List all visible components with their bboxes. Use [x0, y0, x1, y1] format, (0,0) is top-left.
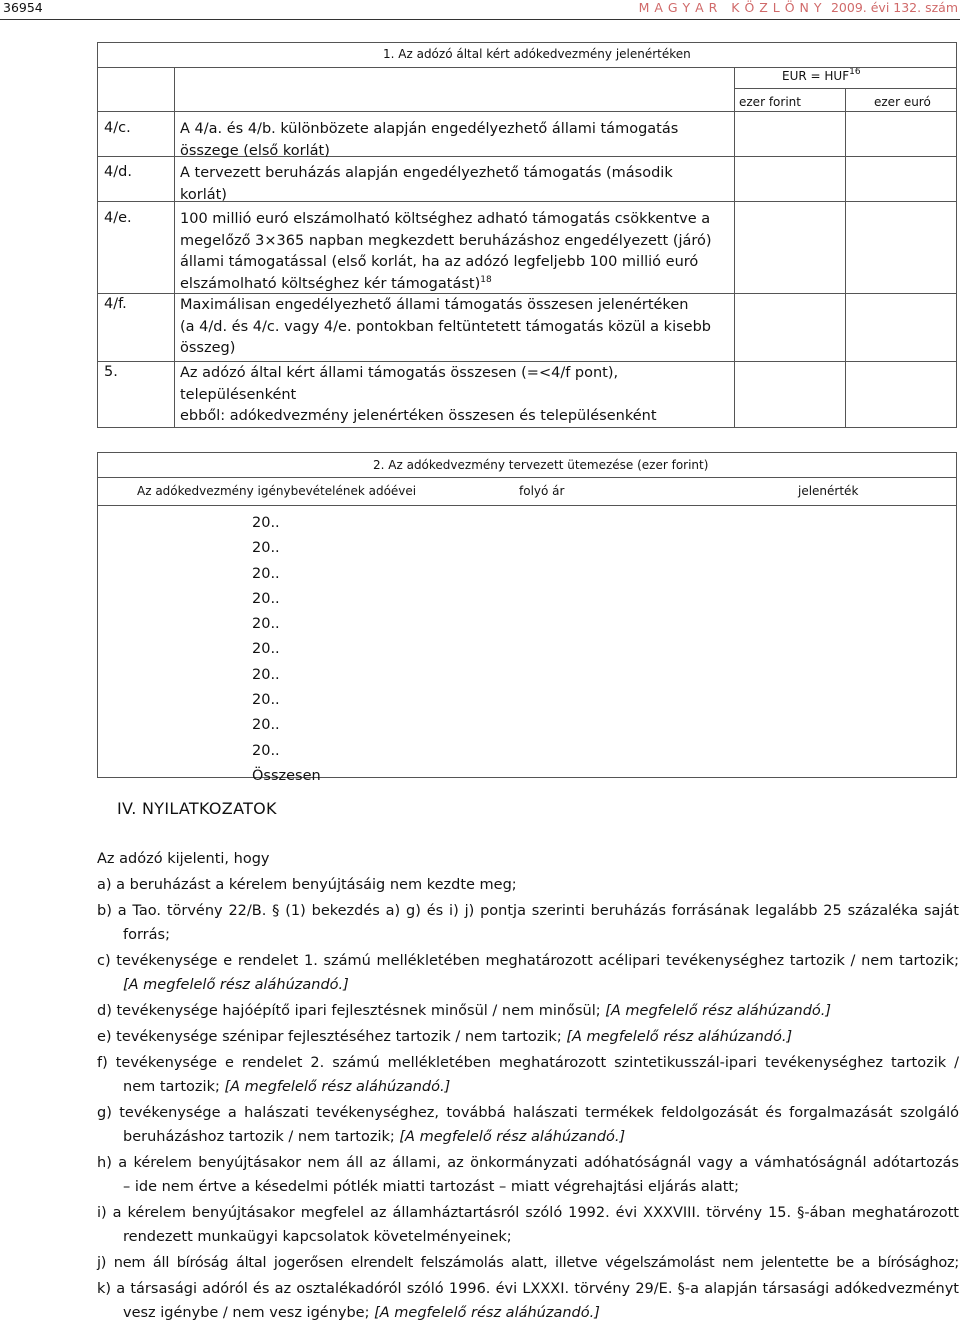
declaration-e	[97, 1025, 959, 1049]
declaration-g-text: beruházáshoz tartozik / nem tartozik;	[123, 1129, 400, 1145]
declaration-i: i) a kérelem benyújtásakor megfelel az államháztartásról szóló 1992. évi XXXVIII. törvény 15. §-ában meghatározott	[97, 1205, 959, 1221]
underline-note: [A megfelelő rész aláhúzandó.]	[224, 1079, 451, 1095]
underline-note: [A megfelelő rész aláhúzandó.]	[566, 1029, 793, 1045]
declaration-e-text: e) tevékenysége szénipar fejlesztéséhez tartozik / nem tartozik;	[97, 1029, 567, 1045]
row-text-4d	[180, 163, 740, 206]
declaration-b-cont: forrás;	[123, 927, 170, 943]
row-line: Az adózó által kért állami támogatás összesen (=<4/f pont),	[180, 365, 619, 381]
row-line: állami támogatással (első korlát, ha az adózó legfeljebb 100 millió euró	[180, 254, 699, 270]
row-line: megelőző 3×365 napban megkezdett beruházáshoz engedélyezett (járó)	[180, 232, 712, 249]
row-line: ebből: adókedvezmény jelenértéken összesen és településenként	[180, 408, 657, 424]
table2-header-divider	[98, 505, 956, 506]
col-tax-years: Az adókedvezmény igénybevételének adóévei	[137, 484, 417, 498]
row-line: településenként	[180, 386, 297, 403]
page-header	[0, 0, 960, 20]
table1-title: 1. Az adózó által kért adókedvezmény jelenértéken	[383, 47, 691, 61]
declaration-b: b) a Tao. törvény 22/B. § (1) bekezdés a) g) és i) j) pontja szerinti beruházás forrásának legalább 25 százaléka saját	[97, 903, 959, 919]
currency-note-text: EUR = HUF	[782, 69, 850, 83]
row-label-4e: 4/e.	[104, 210, 132, 226]
table1-header-divider	[98, 111, 956, 112]
section-heading: IV. NYILATKOZATOK	[117, 799, 277, 818]
declaration-k: k) a társasági adóról és az osztalékadóról szóló 1996. évi LXXXI. törvény 29/E. §-a alapján társasági adókedvezményt	[97, 1281, 959, 1297]
row-line: 100 millió euró elszámolható költséghez adható támogatás csökkentve a	[180, 211, 711, 227]
row-line: Maximálisan engedélyezhető állami támogatás összesen jelenértéken	[180, 297, 689, 313]
row-text-4f	[180, 295, 740, 360]
year-row: 20..	[252, 540, 280, 557]
table2-title: 2. Az adókedvezmény tervezett ütemezése (ezer forint)	[373, 458, 709, 472]
declaration-c: c) tevékenysége e rendelet 1. számú mellékletében meghatározott acélipari tevékenységhez tartozik / nem tartozik;	[97, 953, 959, 969]
declaration-g-cont	[97, 1125, 959, 1149]
row-label-4c: 4/c.	[104, 120, 131, 136]
year-row: 20..	[252, 515, 280, 531]
currency-note-footnote: 16	[849, 67, 861, 77]
declarations	[97, 847, 959, 1325]
declaration-g: g) tevékenysége a halászati tevékenységhez, továbbá halászati termékek feldolgozását és forgalmazását szolgáló	[97, 1105, 959, 1121]
year-row: 20..	[252, 590, 280, 607]
year-list	[252, 511, 321, 789]
row-line: összeg)	[180, 340, 236, 356]
year-row: 20..	[252, 666, 280, 683]
table1-row-divider	[98, 361, 956, 362]
declaration-k-cont	[97, 1301, 959, 1325]
year-row: 20..	[252, 641, 280, 658]
declaration-h: h) a kérelem benyújtásakor nem áll az állami, az önkormányzati adóhatóságnál vagy a vámhatóságnál adótartozás	[97, 1155, 959, 1171]
year-row: 20..	[252, 692, 280, 709]
declaration-c-cont	[97, 973, 959, 997]
total-row: Összesen	[252, 767, 321, 784]
declaration-f-cont	[97, 1075, 959, 1099]
col-ezer-euro: ezer euró	[874, 95, 931, 109]
row-line: összege (első korlát)	[180, 142, 330, 159]
row-line: A tervezett beruházás alapján engedélyezhető támogatás (második	[180, 165, 673, 181]
declaration-intro: Az adózó kijelenti, hogy	[97, 851, 270, 867]
issue-number: 2009. évi 132. szám	[830, 0, 958, 15]
declaration-d	[97, 999, 959, 1023]
row-text-5	[180, 363, 740, 428]
row-line-text: elszámolható költséghez kér támogatást)	[180, 275, 481, 292]
declaration-d-text: d) tevékenysége hajóépítő ipari fejlesztésnek minősül / nem minősül;	[97, 1003, 606, 1019]
underline-note: [A megfelelő rész aláhúzandó.]	[123, 977, 349, 993]
year-row: 20..	[252, 616, 280, 633]
schedule-table	[97, 452, 957, 784]
year-row: 20..	[252, 565, 280, 582]
table1-label-col-divider	[174, 67, 175, 427]
declaration-f-text: nem tartozik;	[123, 1079, 225, 1095]
year-row: 20..	[252, 717, 280, 734]
row-label-4d: 4/d.	[104, 164, 132, 180]
underline-note: [A megfelelő rész aláhúzandó.]	[605, 1003, 832, 1019]
page-number: 36954	[3, 0, 43, 15]
declaration-k-text: vesz igénybe / nem vesz igénybe;	[123, 1305, 375, 1321]
footnote-18: 18	[480, 274, 492, 285]
underline-note: [A megfelelő rész aláhúzandó.]	[399, 1129, 626, 1145]
underline-note: [A megfelelő rész aláhúzandó.]	[374, 1305, 600, 1321]
year-row: 20..	[252, 742, 280, 759]
declaration-i-cont: rendezett munkaügyi kapcsolatok követelményeinek;	[123, 1229, 512, 1245]
declaration-a: a) a beruházást a kérelem benyújtásáig nem kezdte meg;	[97, 877, 517, 893]
row-line	[180, 274, 740, 296]
table1-title-divider	[98, 67, 956, 68]
row-text-4c	[180, 119, 740, 162]
declaration-j: j) nem áll bíróság által jogerősen elrendelt felszámolás alatt, illetve végelszámolást nem jelentette be a bírósághoz;	[97, 1255, 959, 1271]
declaration-h-cont: – ide nem értve a késedelmi pótlék miatti tartozást – miatt végrehajtási eljárás alatt;	[123, 1179, 739, 1195]
present-value-table	[97, 42, 957, 428]
declaration-f: f) tevékenysége e rendelet 2. számú mellékletében meghatározott szintetikusszál-ipari tevékenységhez tartozik /	[97, 1055, 959, 1071]
row-line: korlát)	[180, 186, 227, 203]
header-rule	[0, 19, 960, 20]
row-line: A 4/a. és 4/b. különbözete alapján engedélyezhető állami támogatás	[180, 121, 679, 137]
publication-name: M A G Y A R K Ö Z L Ö N Y	[638, 0, 823, 15]
row-label-4f: 4/f.	[104, 296, 127, 312]
row-label-5: 5.	[104, 364, 118, 380]
table1-eur-col-divider	[845, 88, 846, 427]
row-line: (a 4/d. és 4/c. vagy 4/e. pontokban feltüntetett támogatás közül a kisebb	[180, 318, 711, 335]
publication-title	[639, 0, 958, 15]
table2-title-divider	[98, 477, 956, 478]
col-current-price: folyó ár	[519, 484, 565, 498]
row-text-4e	[180, 209, 740, 295]
col-present-value: jelenérték	[798, 484, 859, 498]
col-ezer-forint: ezer forint	[739, 95, 801, 109]
